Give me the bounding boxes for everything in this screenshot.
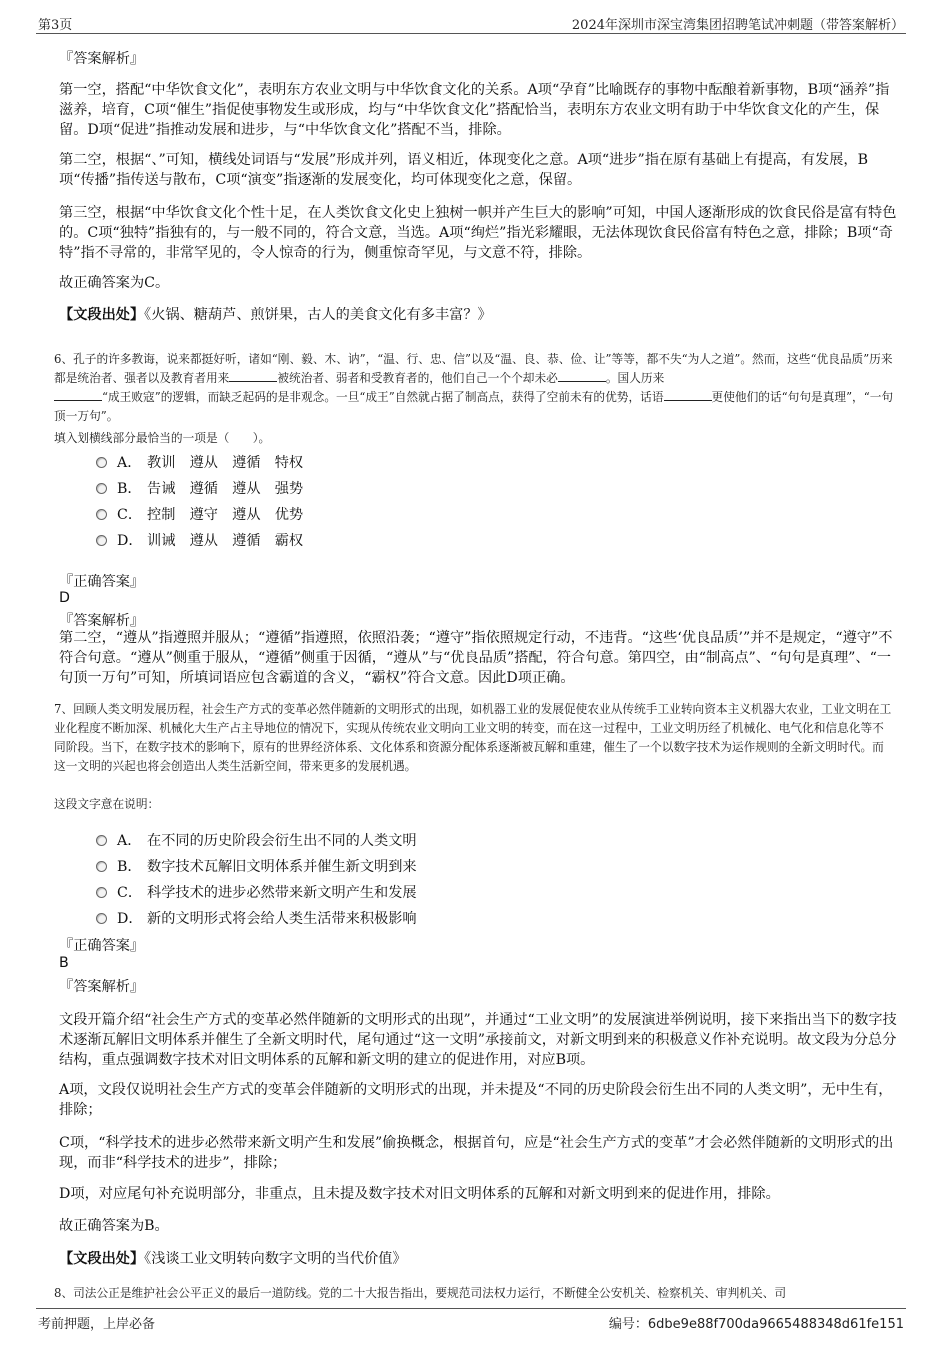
- q6-blank-4: [664, 388, 712, 401]
- q7-source: [59, 1249, 897, 1269]
- q6-answer: D: [59, 590, 70, 606]
- q7-analysis-para1: 文段开篇介绍“社会生产方式的变革必然伴随新的文明形式的出现”，并通过“工业文明”的发展演进举例说明，接下来指出当下的数字技术逐渐瓦解旧文明体系并催生了全新文明时代，尾句通过“这一文明”承接前文，对新文明到来的积极意义作补充说明。故文段为分总分结构，重点强调数字技术对旧文明体系的瓦解和新文明的建立的促进作用，对应B项。: [59, 1012, 897, 1068]
- q5-source-label: 【文段出处】: [59, 307, 145, 323]
- q6-option-b[interactable]: B． 告诫 遵循 遵从 强势: [96, 478, 303, 498]
- q7-stem: 7、回顾人类文明发展历程，社会生产方式的变革必然伴随新的文明形式的出现，如机器工业的发展促使农业从传统手工业转向资本主义机器大农业，工业文明在工业化程度不断加深、机械化大生产占主导地位的情况下，实现从传统农业文明向工业文明的转变，而在这一过程中，工业文明历经了机械化、电气化和信息化等不同阶段。当下，在数字技术的影响下，原有的世界经济体系、文化体系和资源分配体系逐渐被瓦解和重建，催生了一个以数字技术为运作规则的全新文明时代。而这一文明的兴起也将会创造出人类生活新空间，带来更多的发展机遇。: [54, 702, 892, 773]
- q7-analysis-para4: D项，对应尾句补充说明部分，非重点，且未提及数字技术对旧文明体系的瓦解和对新文明到来的促进作用，排除。: [59, 1186, 780, 1202]
- footer-code: [609, 1313, 904, 1332]
- q6-option-c[interactable]: C． 控制 遵守 遵从 优势: [96, 504, 303, 524]
- q7-source-text: 《浅谈工业文明转向数字文明的当代价值》: [144, 1251, 407, 1267]
- q7-analysis-label: 『答案解析』: [59, 979, 145, 995]
- q6-option-a[interactable]: A． 教训 遵从 遵循 特权: [96, 452, 303, 472]
- q7-option-c[interactable]: C． 科学技术的进步必然带来新文明产生和发展: [96, 882, 417, 902]
- q5-source: [59, 305, 897, 325]
- q7-option-b[interactable]: B． 数字技术瓦解旧文明体系并催生新文明到来: [96, 856, 417, 876]
- q7-answer-label: 『正确答案』: [59, 938, 145, 954]
- q5-conclusion: 故正确答案为C。: [59, 275, 170, 291]
- radio-icon[interactable]: [96, 835, 107, 846]
- q5-source-text: 《火锅、糖葫芦、煎饼果，古人的美食文化有多丰富？》: [144, 307, 492, 323]
- q6-analysis-label: 『答案解析』: [59, 613, 145, 629]
- radio-icon[interactable]: [96, 861, 107, 872]
- header-divider: [36, 33, 906, 34]
- q8-stem: 8、司法公正是维护社会公平正义的最后一道防线。党的二十大报告指出，要规范司法权力运行，不断健全公安机关、检察机关、审判机关、司: [54, 1286, 787, 1300]
- radio-icon[interactable]: [96, 483, 107, 494]
- q6-analysis: 第二空，“遵从”指遵照并服从；“遵循”指遵照，依照沿袭；“遵守”指依照规定行动，不违背。“这些‘优良品质’”并不是规定，“遵守”不符合句意。“遵从”侧重于服从，“遵循”侧重于因循，“遵从”与“优良品质”搭配，符合句意。第四空，由“制高点”、“句句是真理”、“一句顶一万句”可知，所填词语应包含霸道的含义，“霸权”符合文意。因此D项正确。: [59, 630, 893, 686]
- q7-analysis-para3: C项，“科学技术的进步必然带来新文明产生和发展”偷换概念，根据首句，应是“社会生产方式的变革”才会必然伴随新的文明形式的出现，而非“科学技术的进步”，排除；: [59, 1135, 894, 1171]
- q7-option-d[interactable]: D． 新的文明形式将会给人类生活带来积极影响: [96, 908, 417, 928]
- q6-blank-2: [558, 369, 606, 382]
- q6-option-d[interactable]: D． 训诫 遵从 遵循 霸权: [96, 530, 303, 550]
- radio-icon[interactable]: [96, 913, 107, 924]
- q7-option-a[interactable]: A． 在不同的历史阶段会衍生出不同的人类文明: [96, 830, 417, 850]
- footer-code-label: 编号：: [608, 1317, 648, 1332]
- q5-analysis-label: 『答案解析』: [59, 51, 145, 67]
- q6-stem: 6、孔子的许多教诲，说来都挺好听，诸如“刚、毅、木、讷”，“温、行、忠、信”以及“温、良、恭、俭、让”等等，都不失“为人之道”。然而，这些“优良品质”历来都是统治者、强者以及教育者用来 被统治者、弱者和受教育者的，他们自己一个个却未必 。国人历来 “成王败寇”的逻辑，而缺乏起码的是非观念。一旦“成王”自然就占据了制高点，获得了空前未有的优势，话语 更使他们的话“句句是真理”，“一句顶一万句”。: [54, 352, 894, 423]
- q7-instruction: 这段文字意在说明：: [54, 797, 160, 811]
- document-title: 2024年深圳市深宝湾集团招聘笔试冲刺题（带答案解析）: [571, 18, 904, 33]
- q6-blank-3: [54, 388, 102, 401]
- q5-analysis-para3: 第三空，根据“中华饮食文化个性十足，在人类饮食文化史上独树一帜并产生巨大的影响”可知，中国人逐渐形成的饮食民俗是富有特色的。C项“独特”指独有的，与一般不同的，符合文意，当选。A项“绚烂”指光彩耀眼，无法体现饮食民俗富有特色之意，排除；B项“奇特”指不寻常的，非常罕见的，令人惊奇的行为，侧重惊奇罕见，与文意不符，排除。: [59, 205, 897, 261]
- q7-source-label: 【文段出处】: [59, 1251, 145, 1267]
- radio-icon[interactable]: [96, 887, 107, 898]
- radio-icon[interactable]: [96, 509, 107, 520]
- page-number: 第3页: [38, 18, 73, 33]
- radio-icon[interactable]: [96, 457, 107, 468]
- footer-divider: [36, 1308, 906, 1309]
- footer-code-value: 6dbe9e88f700da9665488348d61fe151: [647, 1317, 904, 1332]
- q6-blank-1: [229, 369, 277, 382]
- q6-instruction: 填入划横线部分最恰当的一项是（ ）。: [54, 431, 271, 445]
- footer-slogan: 考前押题，上岸必备: [38, 1317, 156, 1332]
- q5-analysis-para2: 第二空，根据“、”可知，横线处词语与“发展”形成并列，语义相近，体现变化之意。A项“进步”指在原有基础上有提高，有发展，B项“传播”指传送与散布，C项“演变”指逐渐的发展变化，均可体现变化之意，保留。: [59, 152, 869, 188]
- q5-analysis-para1: 第一空，搭配“中华饮食文化”，表明东方农业文明与中华饮食文化的关系。A项“孕育”比喻既存的事物中酝酿着新事物，B项“涵养”指滋养，培育，C项“催生”指促使事物发生或形成，均与“中华饮食文化”搭配恰当，表明东方农业文明有助于中华饮食文化的产生，保留。D项“促进”指推动发展和进步，与“中华饮食文化”搭配不当，排除。: [59, 82, 890, 138]
- q7-answer: B: [59, 955, 69, 971]
- q6-answer-label: 『正确答案』: [59, 574, 145, 590]
- radio-icon[interactable]: [96, 535, 107, 546]
- q7-conclusion: 故正确答案为B。: [59, 1218, 169, 1234]
- q7-analysis-para2: A项，文段仅说明社会生产方式的变革会伴随新的文明形式的出现，并未提及“不同的历史阶段会衍生出不同的人类文明”，无中生有，排除；: [59, 1082, 893, 1118]
